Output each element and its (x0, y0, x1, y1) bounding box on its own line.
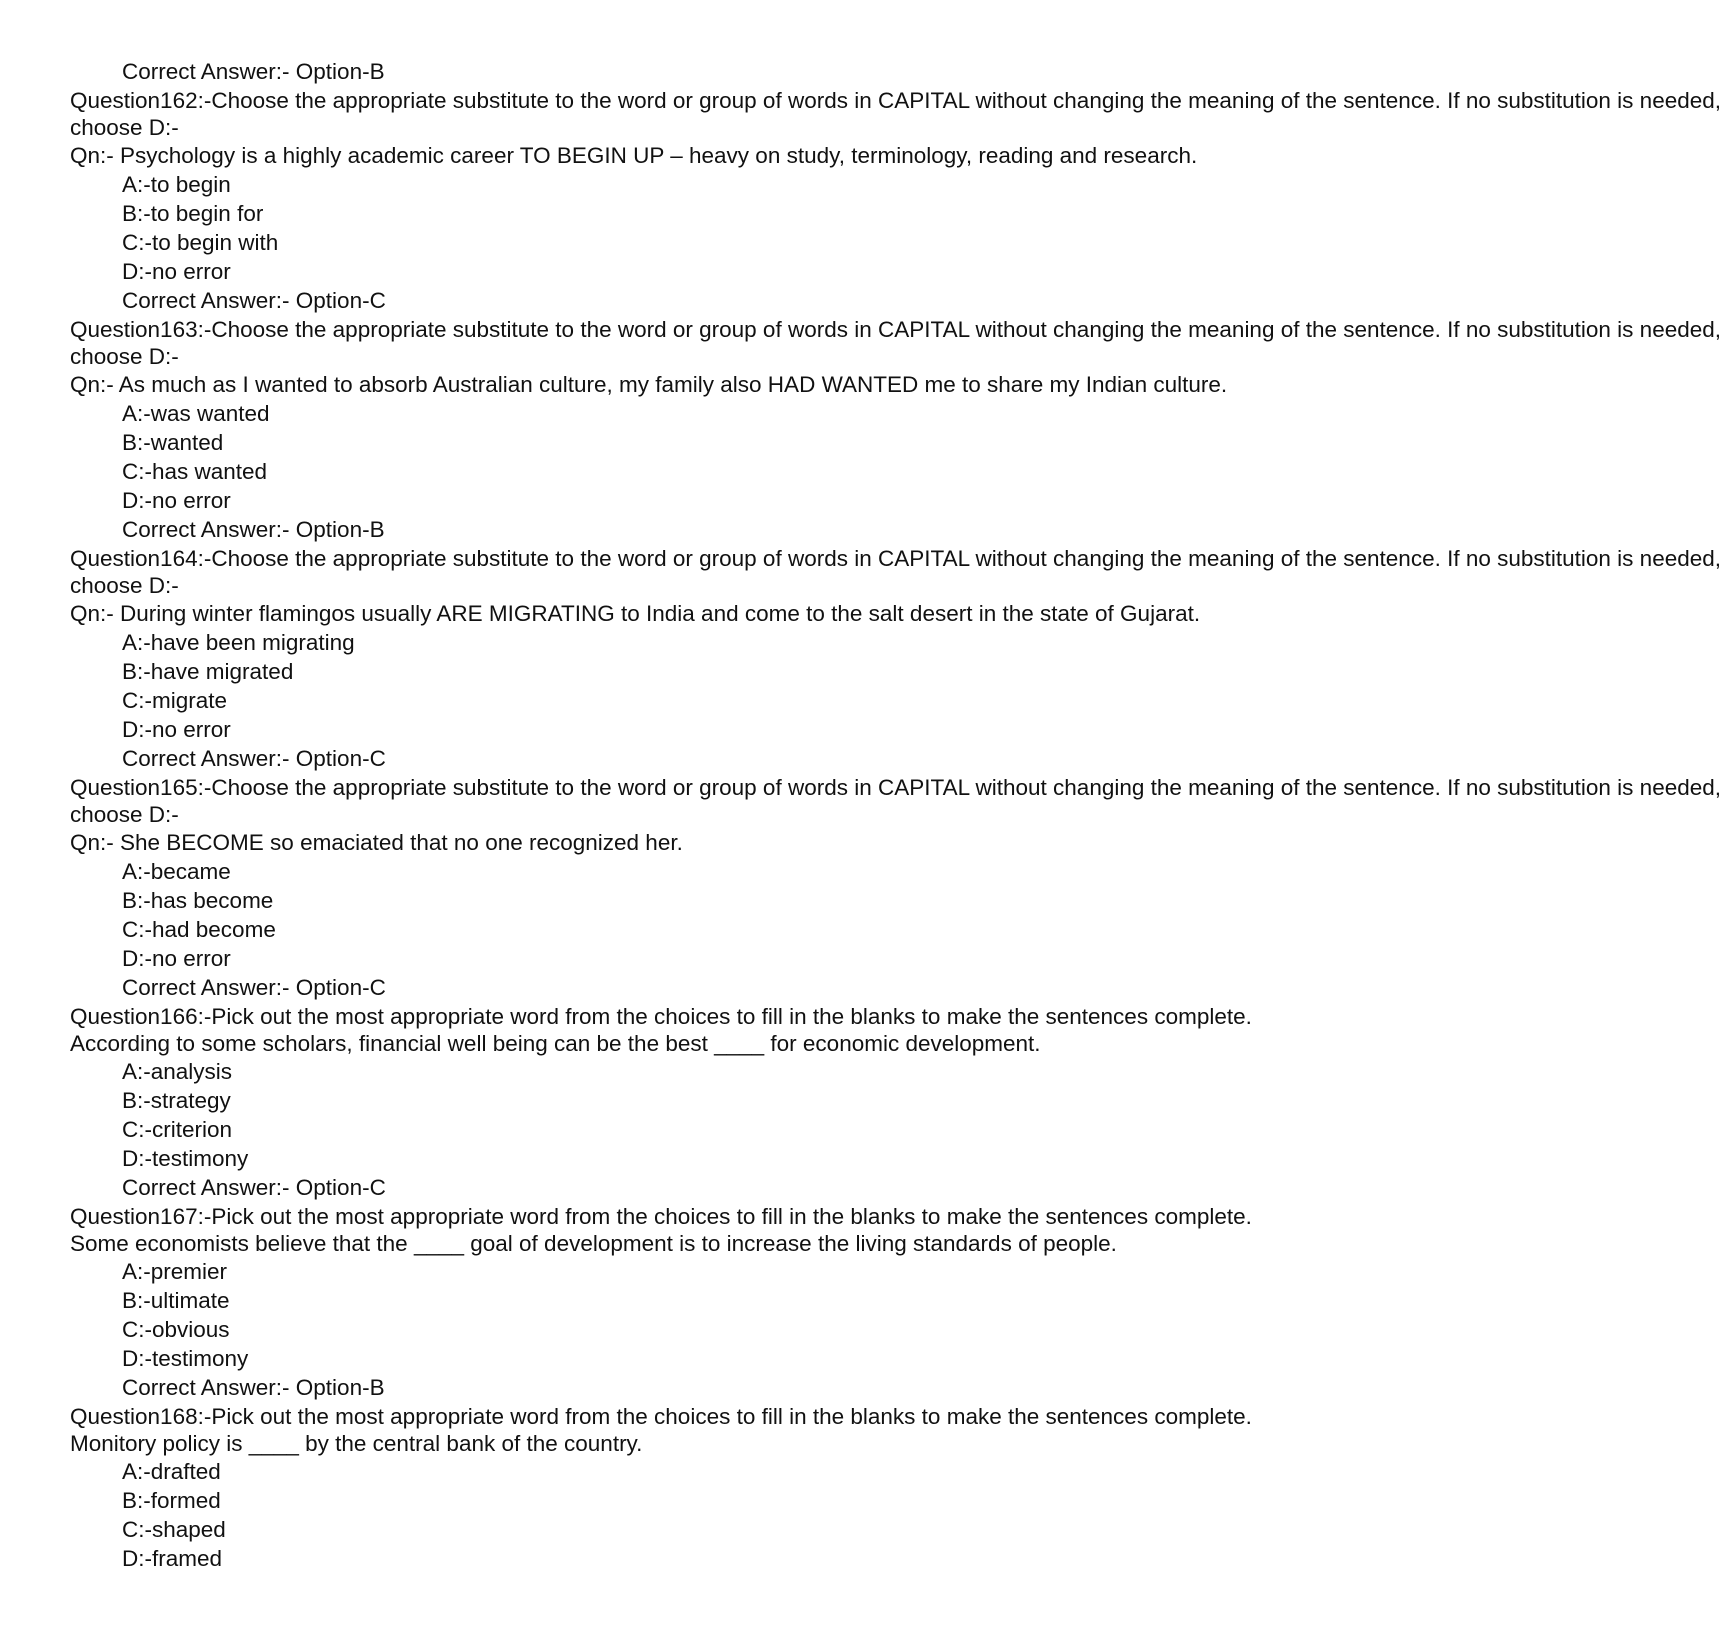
question-prompt-continuation: choose D:- (70, 573, 179, 598)
option-c: C:-had become (122, 917, 276, 942)
option-d: D:-no error (122, 259, 231, 284)
correct-answer: Correct Answer:- Option-C (122, 746, 386, 771)
document-body (70, 57, 1721, 1573)
question-prompt-continuation: choose D:- (70, 802, 179, 827)
option-a: A:-to begin (122, 172, 231, 197)
option-a: A:-have been migrating (122, 630, 355, 655)
option-b: B:-wanted (122, 430, 224, 455)
option-b: B:-have migrated (122, 659, 294, 684)
question-text: Qn:- During winter flamingos usually ARE MIGRATING to India and come to the salt desert in the state of Gujarat. (70, 601, 1201, 626)
correct-answer: Correct Answer:- Option-B (122, 59, 385, 84)
question-prompt: Question162:-Choose the appropriate substitute to the word or group of words in CAPITAL without changing the meaning of the sentence. If no substitution is needed, (70, 88, 1721, 113)
correct-answer: Correct Answer:- Option-C (122, 975, 386, 1000)
option-a: A:-premier (122, 1259, 228, 1284)
option-b: B:-ultimate (122, 1288, 230, 1313)
question-text: Qn:- Psychology is a highly academic career TO BEGIN UP – heavy on study, terminology, reading and research. (70, 143, 1198, 168)
option-a: A:-was wanted (122, 401, 270, 426)
question-text: Qn:- As much as I wanted to absorb Australian culture, my family also HAD WANTED me to share my Indian culture. (70, 372, 1228, 397)
question-prompt-continuation: choose D:- (70, 344, 179, 369)
option-c: C:-has wanted (122, 459, 268, 484)
question-prompt: Question165:-Choose the appropriate substitute to the word or group of words in CAPITAL without changing the meaning of the sentence. If no substitution is needed, (70, 775, 1721, 800)
option-c: C:-criterion (122, 1117, 233, 1142)
correct-answer: Correct Answer:- Option-B (122, 1375, 385, 1400)
option-d: D:-no error (122, 717, 231, 742)
option-a: A:-analysis (122, 1059, 233, 1084)
option-c: C:-migrate (122, 688, 228, 713)
question-text: Monitory policy is ____ by the central bank of the country. (70, 1431, 643, 1456)
question-text: Some economists believe that the ____ goal of development is to increase the living standards of people. (70, 1231, 1117, 1256)
option-c: C:-shaped (122, 1517, 226, 1542)
question-text: According to some scholars, financial well being can be the best ____ for economic development. (70, 1031, 1041, 1056)
question-prompt-continuation: choose D:- (70, 115, 179, 140)
question-prompt: Question168:-Pick out the most appropriate word from the choices to fill in the blanks to make the sentences complete. (70, 1404, 1252, 1429)
correct-answer: Correct Answer:- Option-B (122, 517, 385, 542)
option-c: C:-to begin with (122, 230, 279, 255)
option-b: B:-has become (122, 888, 274, 913)
question-prompt: Question164:-Choose the appropriate substitute to the word or group of words in CAPITAL without changing the meaning of the sentence. If no substitution is needed, (70, 546, 1721, 571)
correct-answer: Correct Answer:- Option-C (122, 288, 386, 313)
option-a: A:-became (122, 859, 231, 884)
option-d: D:-no error (122, 488, 231, 513)
option-d: D:-no error (122, 946, 231, 971)
option-a: A:-drafted (122, 1459, 221, 1484)
option-b: B:-to begin for (122, 201, 264, 226)
question-text: Qn:- She BECOME so emaciated that no one recognized her. (70, 830, 683, 855)
question-prompt: Question163:-Choose the appropriate substitute to the word or group of words in CAPITAL without changing the meaning of the sentence. If no substitution is needed, (70, 317, 1721, 342)
option-d: D:-framed (122, 1546, 223, 1571)
question-prompt: Question167:-Pick out the most appropriate word from the choices to fill in the blanks to make the sentences complete. (70, 1204, 1252, 1229)
option-c: C:-obvious (122, 1317, 230, 1342)
question-prompt: Question166:-Pick out the most appropriate word from the choices to fill in the blanks to make the sentences complete. (70, 1004, 1252, 1029)
option-b: B:-formed (122, 1488, 221, 1513)
option-b: B:-strategy (122, 1088, 231, 1113)
correct-answer: Correct Answer:- Option-C (122, 1175, 386, 1200)
option-d: D:-testimony (122, 1146, 249, 1171)
option-d: D:-testimony (122, 1346, 249, 1371)
